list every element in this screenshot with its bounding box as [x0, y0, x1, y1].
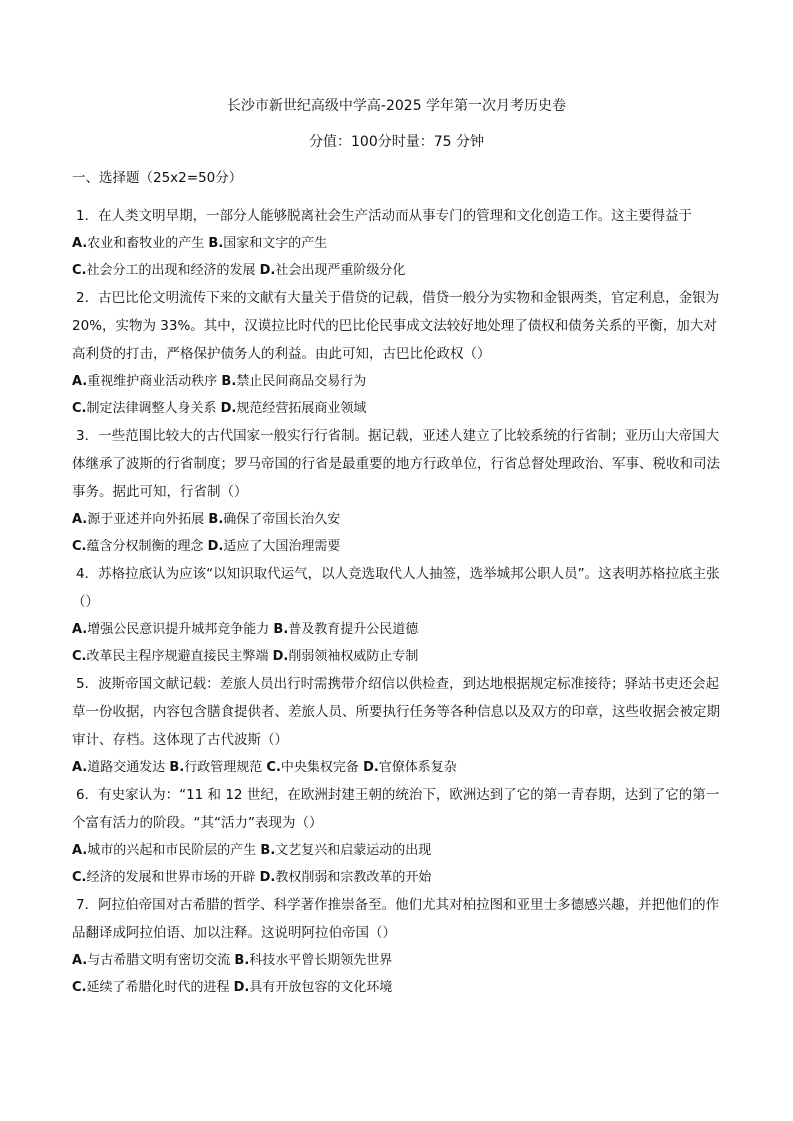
option-key: B. — [208, 236, 224, 251]
option-text: 国家和文字的产生 — [223, 236, 328, 251]
option-text: 蕴含分权制衡的理念 — [86, 539, 204, 554]
question-list — [72, 202, 722, 1001]
question-stem: 2．古巴比伦文明流传下来的文献有大量关于借贷的记载，借贷一般分为实物和金银两类，官定利息，金银为 20%，实物为 33%。其中，汉谟拉比时代的巴比伦民事成文法较好地处理了债权和债务关系的平衡，加大对高利贷的打击，严格保护债务人的利益。由此可知，古巴比伦政权（） — [72, 290, 720, 362]
question-2 — [72, 284, 722, 422]
option-key: B. — [273, 622, 289, 637]
option-text: 教权削弱和宗教改革的开始 — [275, 870, 432, 885]
option-key: A. — [72, 760, 88, 775]
question-stem: 5．波斯帝国文献记载：差旅人员出行时需携带介绍信以供检查，到达地根据规定标准接待；驿站书吏还会起草一份收据，内容包含膳食提供者、差旅人员、所要执行任务等各种信息以及双方的印章，这些收据会被定期审计、存档。这体现了古代波斯（） — [72, 676, 720, 748]
option-text: 与古希腊文明有密切交流 — [87, 953, 231, 968]
option-text: 改革民主程序规避直接民主弊端 — [86, 649, 269, 664]
option-text: 普及教育提升公民道德 — [288, 622, 419, 637]
option-key: B. — [169, 760, 185, 775]
option-row — [72, 754, 722, 781]
option-key: C. — [266, 760, 281, 775]
option-text: 制定法律调整人身关系 — [86, 401, 217, 416]
question-5 — [72, 670, 722, 781]
option-key: B. — [221, 374, 237, 389]
option-text: 道路交通发达 — [87, 760, 166, 775]
option-key: C. — [72, 649, 87, 664]
option-key: D. — [220, 401, 237, 416]
option-key: A. — [72, 953, 88, 968]
option-text: 重视维护商业活动秩序 — [87, 374, 218, 389]
option-row — [72, 395, 722, 422]
option-text: 中央集权完备 — [280, 760, 359, 775]
question-stem: 7．阿拉伯帝国对古希腊的哲学、科学著作推崇备至。他们尤其对柏拉图和亚里士多德感兴趣，并把他们的作品翻译成阿拉伯语、加以注释。这说明阿拉伯帝国（） — [72, 897, 720, 941]
section-heading: 一、选择题（25x2=50分） — [72, 170, 243, 186]
option-key: D. — [363, 760, 379, 775]
option-text: 行政管理规范 — [184, 760, 263, 775]
exam-title: 长沙市新世纪高级中学高-2025 学年第一次月考历史卷 — [226, 98, 567, 114]
option-key: A. — [72, 512, 88, 527]
question-4 — [72, 560, 722, 670]
option-row — [72, 257, 722, 284]
option-text: 社会出现严重阶级分化 — [275, 263, 406, 278]
option-key: A. — [72, 843, 88, 858]
option-text: 经济的发展和世界市场的开辟 — [86, 870, 256, 885]
option-text: 禁止民间商品交易行为 — [236, 374, 367, 389]
exam-score-time: 分值：100分时量：75 分钟 — [309, 134, 484, 150]
option-key: A. — [72, 374, 88, 389]
option-key: C. — [72, 980, 87, 995]
option-text: 官僚体系复杂 — [378, 760, 457, 775]
question-6 — [72, 781, 722, 891]
option-key: A. — [72, 622, 88, 637]
option-key: D. — [272, 649, 289, 664]
option-row — [72, 533, 722, 560]
question-7 — [72, 891, 722, 1001]
question-stem: 3．一些范围比较大的古代国家一般实行行省制。据记载，亚述人建立了比较系统的行省制；亚历山大帝国大体继承了波斯的行省制度；罗马帝国的行省是最重要的地方行政单位，行省总督处理政治、军事、税收和司法事务。据此可知，行省制（） — [72, 428, 720, 500]
option-key: D. — [233, 980, 250, 995]
option-row — [72, 947, 722, 974]
option-key: B. — [234, 953, 250, 968]
option-key: D. — [259, 263, 276, 278]
option-text: 确保了帝国长治久安 — [223, 512, 341, 527]
option-row — [72, 506, 722, 533]
question-stem: 1．在人类文明早期，一部分人能够脱离社会生产活动而从事专门的管理和文化创造工作。这主要得益于 — [76, 208, 693, 224]
option-text: 城市的兴起和市民阶层的产生 — [87, 843, 257, 858]
option-text: 规范经营拓展商业领域 — [236, 401, 367, 416]
option-text: 延续了希腊化时代的进程 — [86, 980, 230, 995]
option-row — [72, 230, 722, 257]
option-key: D. — [259, 870, 276, 885]
option-key: B. — [260, 843, 276, 858]
option-key: D. — [207, 539, 224, 554]
option-key: C. — [72, 401, 87, 416]
option-text: 增强公民意识提升城邦竞争能力 — [87, 622, 270, 637]
option-text: 农业和畜牧业的产生 — [87, 236, 205, 251]
question-1 — [72, 202, 722, 284]
option-key: C. — [72, 263, 87, 278]
question-stem: 4．苏格拉底认为应该“以知识取代运气，以人竞选取代人人抽签，选举城邦公职人员”。这表明苏格拉底主张（） — [72, 566, 720, 610]
option-row — [72, 974, 722, 1001]
option-row — [72, 368, 722, 395]
option-key: B. — [208, 512, 224, 527]
option-key: C. — [72, 870, 87, 885]
option-text: 适应了大国治理需要 — [223, 539, 341, 554]
option-text: 源于亚述并向外拓展 — [87, 512, 205, 527]
option-text: 社会分工的出现和经济的发展 — [86, 263, 256, 278]
option-row — [72, 643, 722, 670]
option-key: A. — [72, 236, 88, 251]
option-row — [72, 616, 722, 643]
question-3 — [72, 422, 722, 560]
option-text: 具有开放包容的文化环境 — [249, 980, 393, 995]
option-text: 文艺复兴和启蒙运动的出现 — [275, 843, 432, 858]
option-row — [72, 864, 722, 891]
option-text: 削弱领袖权威防止专制 — [288, 649, 419, 664]
question-stem: 6．有史家认为：“11 和 12 世纪，在欧洲封建王朝的统治下，欧洲达到了它的第一青春期，达到了它的第一个富有活力的阶段。“其“活力”表现为（） — [72, 787, 720, 831]
option-row — [72, 837, 722, 864]
option-text: 科技水平曾长期领先世界 — [249, 953, 393, 968]
option-key: C. — [72, 539, 87, 554]
